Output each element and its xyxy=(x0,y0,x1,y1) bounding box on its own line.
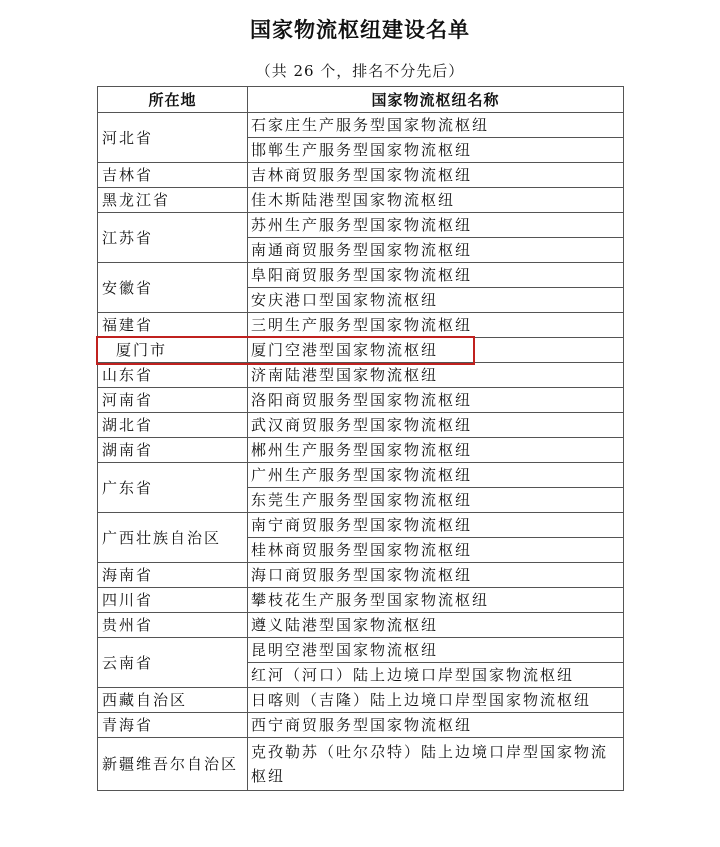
table-row xyxy=(98,438,624,463)
hub-name-cell: 东莞生产服务型国家物流枢纽 xyxy=(248,488,624,513)
region-cell: 吉林省 xyxy=(98,163,248,188)
hub-name-cell: 邯郸生产服务型国家物流枢纽 xyxy=(248,138,624,163)
hub-name-cell: 攀枝花生产服务型国家物流枢纽 xyxy=(248,588,624,613)
hub-name-cell: 吉林商贸服务型国家物流枢纽 xyxy=(248,163,624,188)
table-row xyxy=(98,388,624,413)
table-row xyxy=(98,563,624,588)
region-cell: 山东省 xyxy=(98,363,248,388)
hub-name-cell: 石家庄生产服务型国家物流枢纽 xyxy=(248,113,624,138)
region-cell: 四川省 xyxy=(98,588,248,613)
region-cell: 广东省 xyxy=(98,463,248,513)
region-cell: 新疆维吾尔自治区 xyxy=(98,738,248,791)
region-cell: 海南省 xyxy=(98,563,248,588)
table-row xyxy=(98,463,624,488)
table-row xyxy=(98,738,624,791)
table-row xyxy=(98,313,624,338)
hub-name-cell: 郴州生产服务型国家物流枢纽 xyxy=(248,438,624,463)
hub-name-cell: 武汉商贸服务型国家物流枢纽 xyxy=(248,413,624,438)
region-cell: 福建省 xyxy=(98,313,248,338)
region-cell: 河南省 xyxy=(98,388,248,413)
hub-name-cell: 洛阳商贸服务型国家物流枢纽 xyxy=(248,388,624,413)
region-cell: 黑龙江省 xyxy=(98,188,248,213)
header-hub-name: 国家物流枢纽名称 xyxy=(248,87,624,113)
hub-name-cell: 南通商贸服务型国家物流枢纽 xyxy=(248,238,624,263)
table-row xyxy=(98,263,624,288)
hub-name-cell: 遵义陆港型国家物流枢纽 xyxy=(248,613,624,638)
hub-name-cell: 昆明空港型国家物流枢纽 xyxy=(248,638,624,663)
table-row xyxy=(98,513,624,538)
table-row xyxy=(98,188,624,213)
region-cell: 厦门市 xyxy=(98,338,248,363)
table-row xyxy=(98,588,624,613)
table-row xyxy=(98,363,624,388)
hub-table-container xyxy=(97,86,623,791)
region-cell: 西藏自治区 xyxy=(98,688,248,713)
table-row xyxy=(98,713,624,738)
hub-name-cell: 海口商贸服务型国家物流枢纽 xyxy=(248,563,624,588)
region-cell: 江苏省 xyxy=(98,213,248,263)
document-title: 国家物流枢纽建设名单 xyxy=(250,17,470,42)
region-cell: 湖南省 xyxy=(98,438,248,463)
table-row xyxy=(98,413,624,438)
region-cell: 广西壮族自治区 xyxy=(98,513,248,563)
hub-table xyxy=(97,86,624,791)
document-subtitle: （共 26 个，排名不分先后） xyxy=(255,62,465,80)
hub-name-cell: 安庆港口型国家物流枢纽 xyxy=(248,288,624,313)
hub-name-cell: 阜阳商贸服务型国家物流枢纽 xyxy=(248,263,624,288)
table-row xyxy=(98,638,624,663)
table-body xyxy=(98,113,624,791)
hub-name-cell: 克孜勒苏（吐尔尕特）陆上边境口岸型国家物流枢纽 xyxy=(248,738,624,791)
hub-name-cell: 南宁商贸服务型国家物流枢纽 xyxy=(248,513,624,538)
table-row xyxy=(98,688,624,713)
region-cell: 云南省 xyxy=(98,638,248,688)
table-row xyxy=(98,213,624,238)
hub-name-cell: 佳木斯陆港型国家物流枢纽 xyxy=(248,188,624,213)
hub-name-cell: 厦门空港型国家物流枢纽 xyxy=(248,338,624,363)
table-row xyxy=(98,613,624,638)
region-cell: 青海省 xyxy=(98,713,248,738)
table-header-row xyxy=(98,87,624,113)
hub-name-cell: 苏州生产服务型国家物流枢纽 xyxy=(248,213,624,238)
region-cell: 安徽省 xyxy=(98,263,248,313)
hub-name-cell: 日喀则（吉隆）陆上边境口岸型国家物流枢纽 xyxy=(248,688,624,713)
header-region: 所在地 xyxy=(98,87,248,113)
hub-name-cell: 济南陆港型国家物流枢纽 xyxy=(248,363,624,388)
table-row xyxy=(98,113,624,138)
table-row xyxy=(98,163,624,188)
hub-name-cell: 广州生产服务型国家物流枢纽 xyxy=(248,463,624,488)
hub-name-cell: 西宁商贸服务型国家物流枢纽 xyxy=(248,713,624,738)
region-cell: 河北省 xyxy=(98,113,248,163)
region-cell: 贵州省 xyxy=(98,613,248,638)
hub-name-cell: 桂林商贸服务型国家物流枢纽 xyxy=(248,538,624,563)
table-row xyxy=(98,338,624,363)
hub-name-cell: 红河（河口）陆上边境口岸型国家物流枢纽 xyxy=(248,663,624,688)
hub-name-cell: 三明生产服务型国家物流枢纽 xyxy=(248,313,624,338)
region-cell: 湖北省 xyxy=(98,413,248,438)
